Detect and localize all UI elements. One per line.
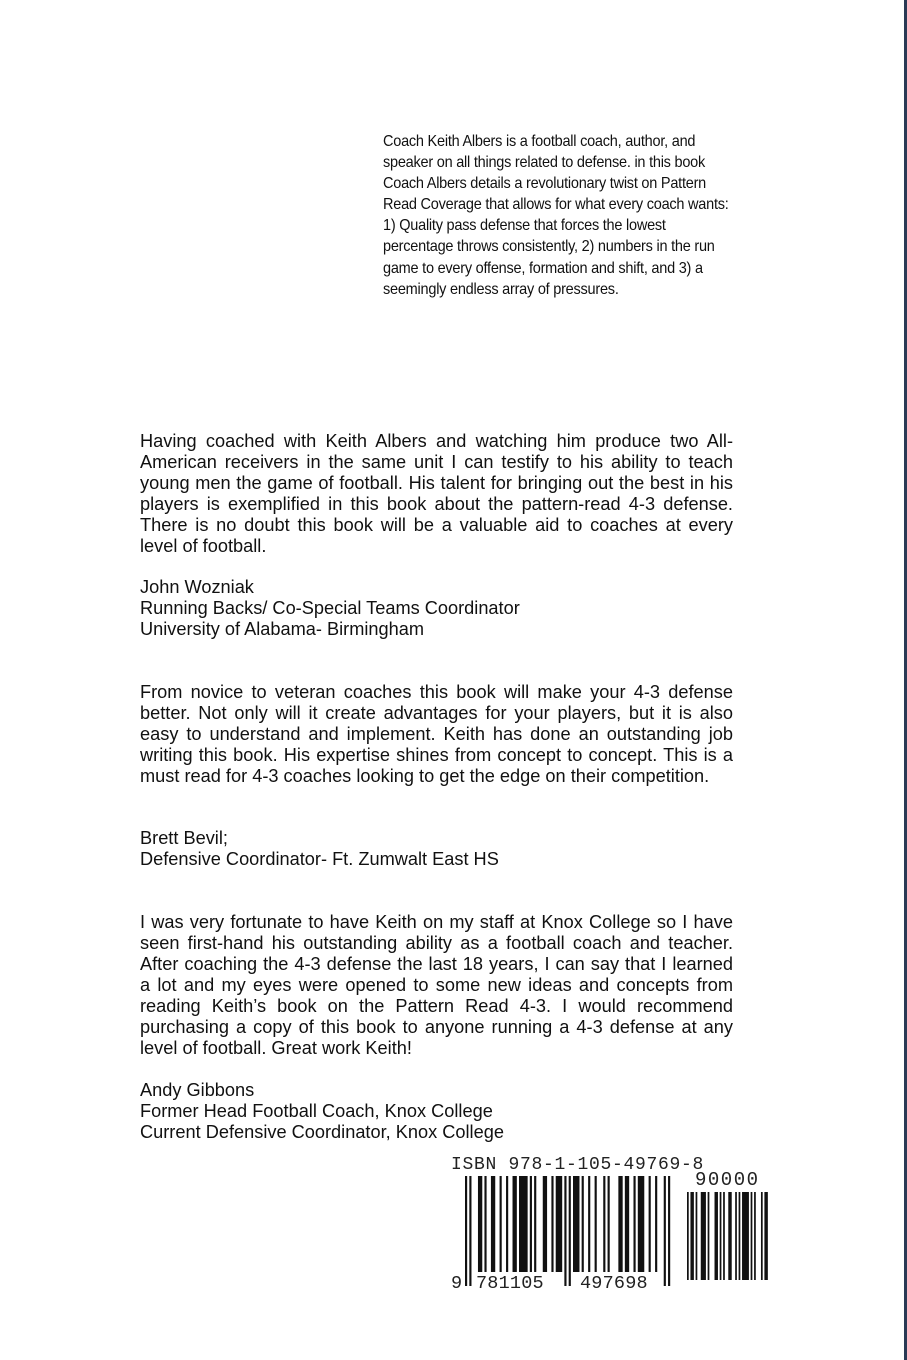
author-bio: Coach Keith Albers is a football coach, author, and speaker on all things related to defense. in this book Coach Albers details a revolutionary twist on Pattern Read Coverage that allows for what every coach wants: 1) Quality pass defense that forces the lowest percentage throws consistently, 2) numbers in the run game to every offense, formation and shift, and 3) a seemingly endless array of pressures. (383, 133, 729, 298)
barcode-bar (638, 1176, 644, 1272)
price-addon-bars (687, 1192, 771, 1296)
barcode-bar (564, 1176, 566, 1286)
ean-digits-right: 497698 (580, 1273, 648, 1294)
barcode-bar (728, 1192, 731, 1280)
barcode-bar (701, 1192, 706, 1280)
barcode-bar (633, 1176, 635, 1272)
barcode-bar (690, 1192, 693, 1280)
testimonial-attribution-2 (140, 828, 499, 870)
testimonial-affiliation: University of Alabama- Birmingham (140, 619, 425, 639)
testimonial-title: Former Head Football Coach, Knox College (140, 1101, 493, 1121)
barcode-bar (625, 1176, 629, 1272)
barcode-bar (608, 1176, 610, 1272)
isbn-label: ISBN 978-1-105-49769-8 (451, 1155, 705, 1175)
testimonial-affiliation: Current Defensive Coordinator, Knox College (140, 1122, 504, 1142)
barcode-bar (484, 1176, 486, 1272)
testimonial-attribution-1 (140, 577, 520, 640)
ean-digits-left: 781105 (476, 1273, 544, 1294)
testimonial-name: Andy Gibbons (140, 1080, 255, 1100)
barcode-bar (534, 1176, 536, 1272)
barcode-bar (478, 1176, 482, 1272)
barcode-bar (696, 1192, 698, 1280)
testimonial-name: Brett Bevil; (140, 828, 228, 848)
barcode-bar (500, 1176, 502, 1272)
price-code: 90000 (695, 1169, 760, 1191)
barcode-bar (723, 1192, 725, 1280)
barcode-bar (742, 1192, 749, 1280)
barcode-bar (569, 1176, 571, 1286)
testimonial-quote-3: I was very fortunate to have Keith on my staff at Knox College so I have seen first-hand his outstanding ability as a football coach and teacher. After coaching the 4-3 defense the last 18 years, I can say that I learned a lot and my eyes were opened to some new ideas and concepts from reading Keith’s book on the Pattern Read 4-3. I would recommend purchasing a copy of this book to anyone running a 4-3 defense at any level of football. Great work Keith! (140, 912, 733, 1058)
testimonial-attribution-3 (140, 1080, 504, 1143)
barcode-bar (519, 1176, 528, 1272)
barcode-bar (543, 1176, 547, 1272)
testimonial-title: Defensive Coordinator- Ft. Zumwalt East HS (140, 849, 499, 869)
barcode-bar (618, 1176, 622, 1272)
ean-digit-first: 9 (451, 1273, 463, 1294)
barcode-bar (687, 1192, 689, 1280)
barcode-bar (751, 1192, 753, 1280)
barcode-bar (764, 1192, 767, 1280)
barcode-bar (668, 1176, 670, 1286)
barcode-bar (530, 1176, 532, 1272)
barcode-bar (708, 1192, 710, 1280)
barcode-bar (595, 1176, 597, 1272)
barcode-bar (735, 1192, 737, 1280)
barcode-bar (556, 1176, 562, 1272)
barcode-bar (649, 1176, 651, 1272)
testimonial-title: Running Backs/ Co-Special Teams Coordinator (140, 598, 520, 618)
barcode-bar (603, 1176, 605, 1272)
testimonial-quote-1: Having coached with Keith Albers and watching him produce two All-American receivers in the same unit I can testify to his ability to teach young men the game of football. His talent for bringing out the best in his players is exemplified in this book about the pattern-read 4-3 defense. There is no doubt this book will be a valuable aid to coaches at every level of football. (140, 431, 733, 556)
barcode-bar (513, 1176, 517, 1272)
barcode-bar (655, 1176, 657, 1272)
testimonial-name: John Wozniak (140, 577, 254, 597)
barcode-bar (715, 1192, 718, 1280)
barcode-bar (720, 1192, 722, 1280)
testimonial-quote-2: From novice to veteran coaches this book will make your 4-3 defense better. Not only will it create advantages for your players, but it is also easy to understand and implement. Keith has done an outstanding job writing this book. His expertise shines from concept to concept. This is a must read for 4-3 coaches looking to get the edge on their competition. (140, 682, 733, 786)
barcode-bar (588, 1176, 590, 1272)
barcode-bar (761, 1192, 763, 1280)
isbn-barcode (451, 1152, 771, 1300)
barcode-bar (506, 1176, 508, 1272)
barcode-bar (491, 1176, 495, 1272)
barcode-bar (754, 1192, 756, 1280)
barcode-bar (551, 1176, 553, 1272)
barcode-bar (664, 1176, 666, 1286)
barcode-bar (582, 1176, 584, 1272)
barcode-bar (739, 1192, 741, 1280)
barcode-bar (469, 1176, 471, 1286)
barcode-bar (573, 1176, 579, 1272)
barcode-bar (465, 1176, 467, 1286)
